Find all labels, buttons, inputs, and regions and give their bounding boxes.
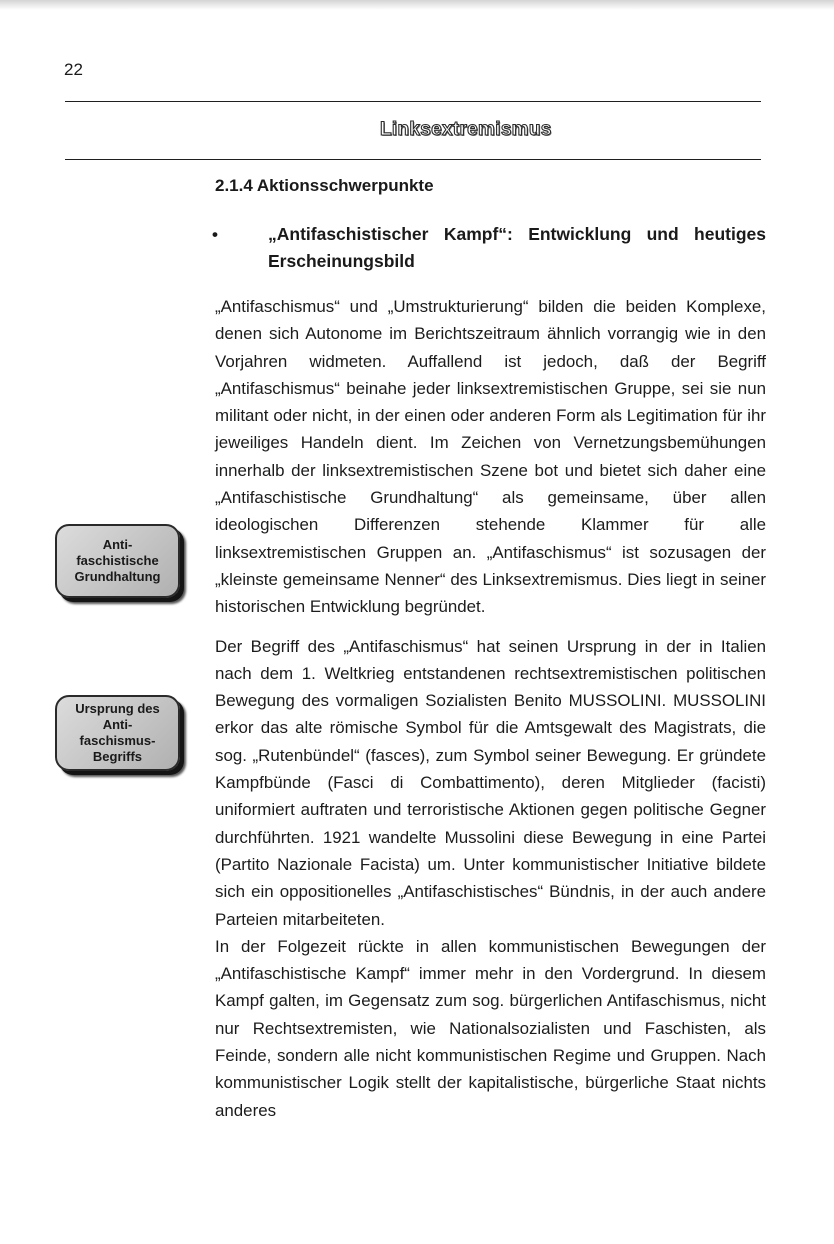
header-rule-top xyxy=(65,101,761,102)
paragraph: „Antifaschismus“ und „Umstrukturierung“ bilden die beiden Komplexe, denen sich Autonome im Berichtszeitraum ähnlich vorrangig wie in den Vorjahren widmeten. Auffallend ist jedoch, daß der Begriff „Antifaschismus“ beinahe jeder linksextremistischen Gruppe, sei sie nun militant oder nicht, in der einen oder anderen Form als Legitimation für ihr jeweiliges Handeln dient. Im Zeichen von Vernetzungsbemühungen innerhalb der linksextremistischen Szene bot und bietet sich daher eine „Antifaschistische Grundhaltung“ als gemeinsame, über allen ideologischen Differenzen stehende Klammer für alle linksextremistischen Gruppen an. „Antifaschismus“ ist sozusagen der „kleinste gemeinsame Nenner“ des Linksextremismus. Dies liegt in seiner historischen Entwicklung begründet. xyxy=(215,297,766,617)
paragraph: In der Folgezeit rückte in allen kommunistischen Bewegungen der „Antifaschistische Kampf“ immer mehr in den Vordergrund. In diesem Kampf galten, im Gegensatz zum sog. bürgerlichen Antifaschismus, nicht nur Rechtsextremisten, wie Nationalsozialisten und Faschisten, als Feinde, sondern alle nicht kommunistischen Regime und Gruppen. Nach kommunistischer Logik stellt der kapitalistische, bürgerliche Staat nichts anderes xyxy=(215,936,766,1120)
scan-top-shadow xyxy=(0,0,834,10)
header-rule-bottom xyxy=(65,159,761,160)
bullet-title: „Antifaschistischer Kampf“: Entwicklung und heutiges Erscheinungsbild xyxy=(268,224,766,271)
paragraph: Der Begriff des „Antifaschismus“ hat seinen Ursprung in der in Italien nach dem 1. Weltkrieg entstandenen rechtsextremistischen politischen Bewegung des vormaligen Sozialisten Benito MUSSOLINI. MUSSOLINI erkor das alte römische Symbol für die Amtsgewalt des Magistrats, die sog. „Rutenbündel“ (fasces), zum Symbol seiner Bewegung. Er gründete Kampfbünde (Fasci di Combattimento), deren Mitglieder (facisti) uniformiert auftraten und terroristische Aktionen gegen politische Gegner durchführten. 1921 wandelte Mussolini diese Bewegung in eine Partei (Partito Nazionale Facista) um. Unter kommunistischer Initiative bildete sich ein oppositionelles „Antifaschistisches“ Bündnis, in der auch andere Parteien mitarbeiteten. xyxy=(215,636,766,929)
bullet-heading xyxy=(212,221,766,275)
margin-note-ursprung-des-begriffs: Ursprung des Anti- faschismus- Begriffs xyxy=(55,695,180,771)
bullet-icon: • xyxy=(212,225,218,244)
page-number: 22 xyxy=(64,60,83,79)
section-heading: 2.1.4 Aktionsschwerpunkte xyxy=(215,176,434,195)
margin-note-antifaschistische-grundhaltung: Anti- faschistische Grundhaltung xyxy=(55,524,180,598)
body-text xyxy=(215,293,766,1124)
running-head: Linksextremismus xyxy=(380,119,552,140)
